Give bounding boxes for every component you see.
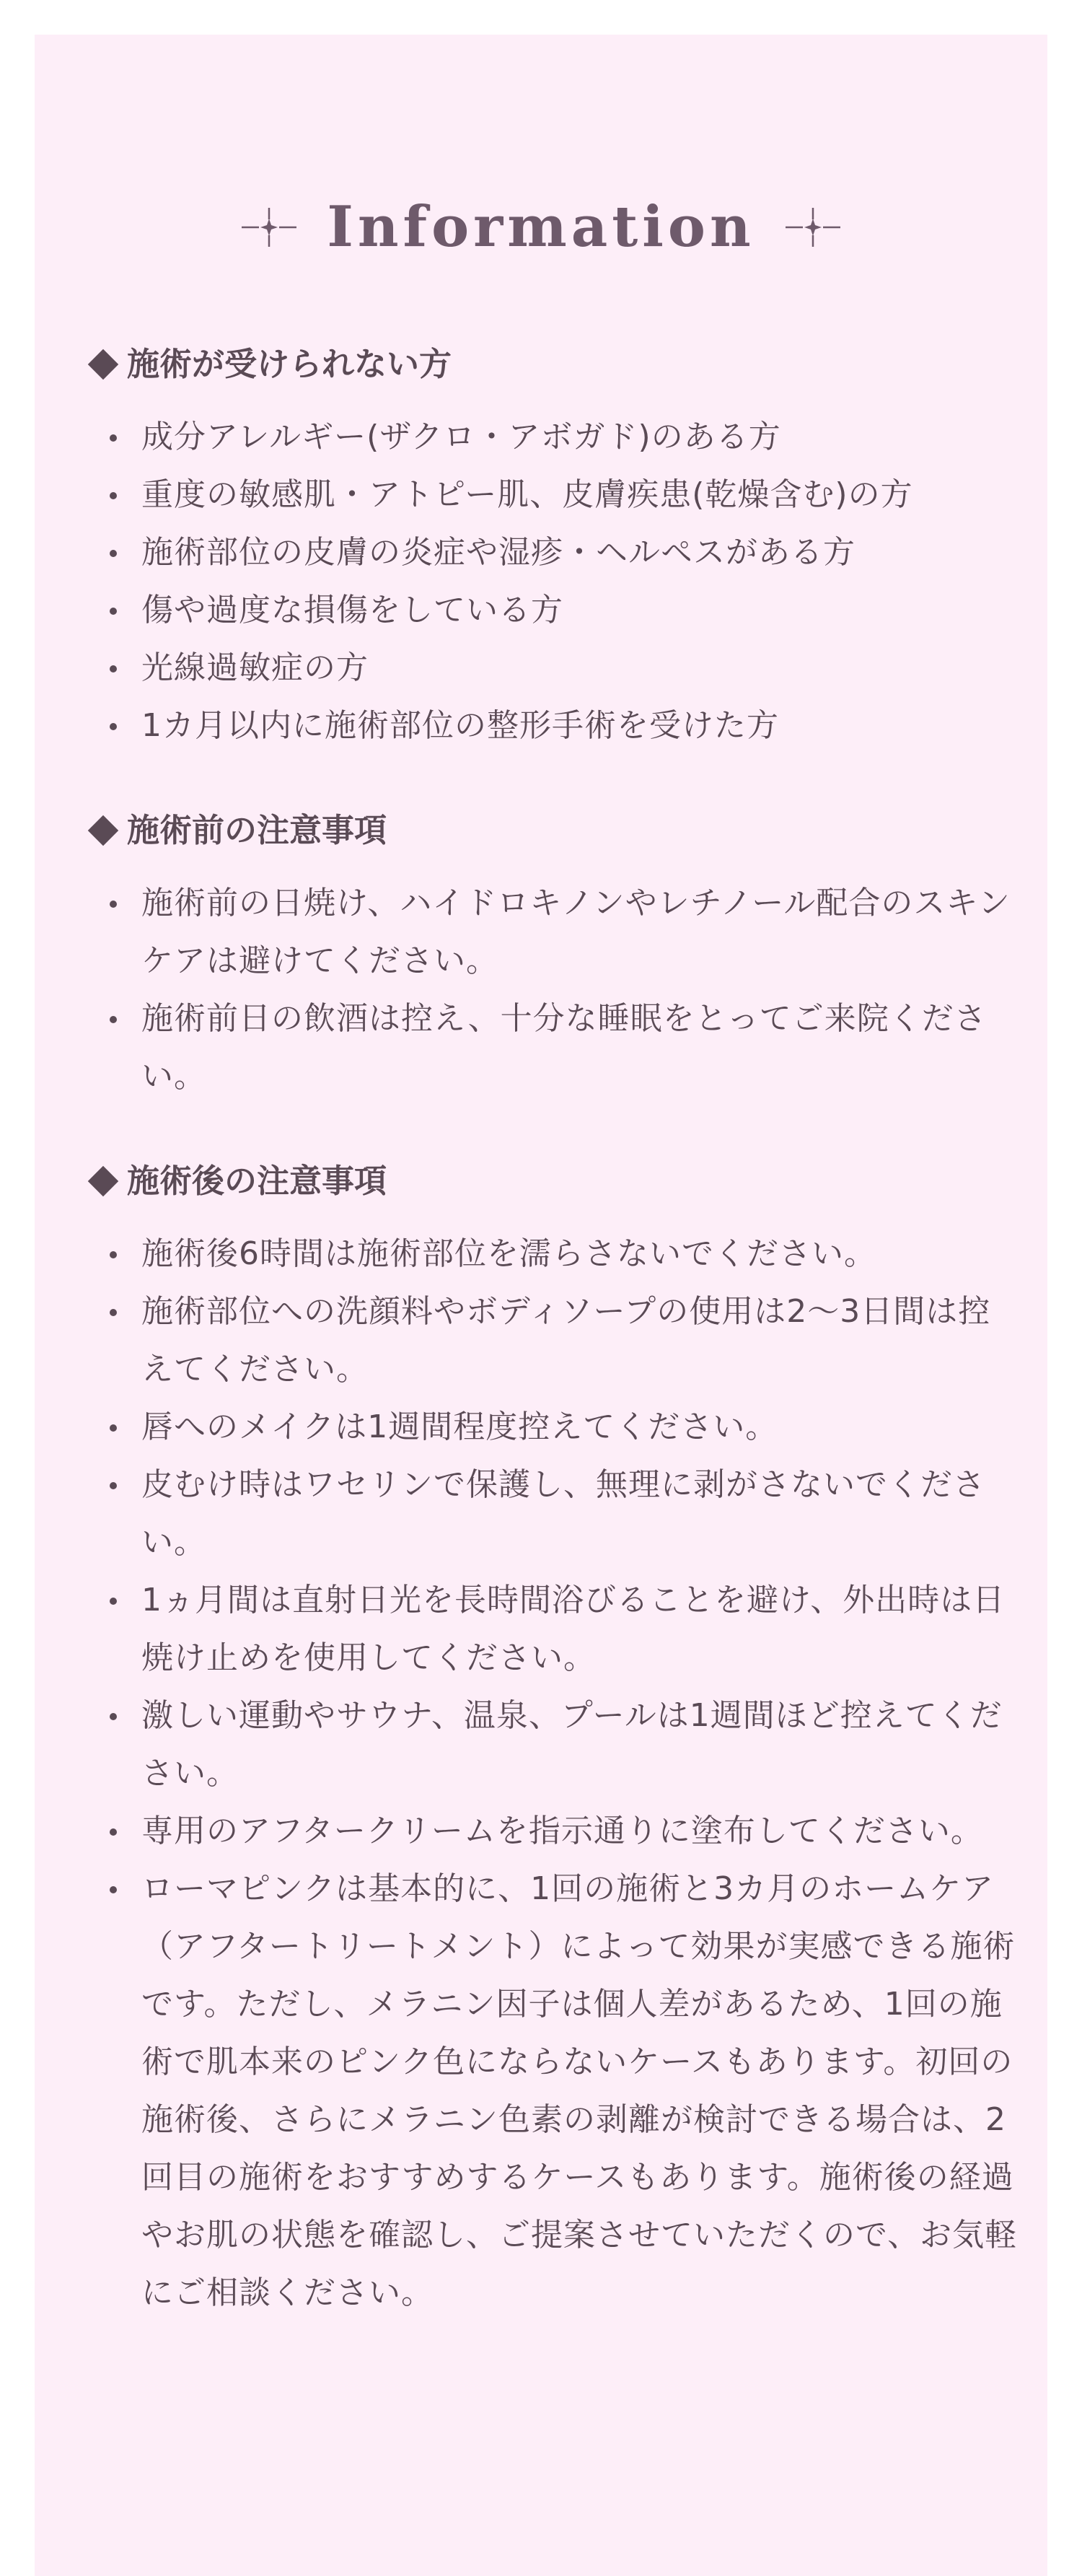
list-item: 唇へのメイクは1週間程度控えてください。 [87,1398,1021,1456]
section-heading-label: 施術後の注意事項 [127,1162,387,1200]
diamond-icon [88,1166,118,1196]
item-list [87,1225,1021,2322]
sparkle-icon [784,202,842,253]
title-row [35,194,1047,260]
item-list [87,875,1021,1105]
list-item: 1ヵ月間は直射日光を長時間浴びることを避け、外出時は日焼け止めを使用してください。 [87,1572,1021,1687]
list-item: 専用のアフタークリームを指示通りに塗布してください。 [87,1802,1021,1860]
list-item: 成分アレルギー(ザクロ・アボガド)のある方 [87,408,1021,466]
information-panel [35,35,1047,2576]
list-item: 光線過敏症の方 [87,639,1021,697]
list-item: ローマピンクは基本的に、1回の施術と3カ月のホームケア（アフタートリートメント）によって効果が実感できる施術です。ただし、メラニン因子は個人差があるため、1回の施術で肌本来のピンク色にならないケースもあります。初回の施術後、さらにメラニン色素の剥離が検討できる場合は、2回目の施術をおすすめするケースもあります。施術後の経過やお肌の状態を確認し、ご提案させていただくので、お気軽にご相談ください。 [87,1860,1021,2322]
section-heading-label: 施術前の注意事項 [127,811,387,849]
page-title: Information [327,194,755,260]
list-item: 重度の敏感肌・アトピー肌、皮膚疾患(乾燥含む)の方 [87,466,1021,524]
list-item: 施術部位の皮膚の炎症や湿疹・ヘルペスがある方 [87,524,1021,582]
sparkle-icon [240,202,298,253]
list-item: 施術前日の飲酒は控え、十分な睡眠をとってご来院ください。 [87,990,1021,1105]
list-item: 皮むけ時はワセリンで保護し、無理に剥がさないでください。 [87,1456,1021,1572]
item-list [87,408,1021,755]
list-item: 傷や過度な損傷をしている方 [87,582,1021,639]
diamond-icon [88,349,118,380]
diamond-icon [88,815,118,846]
content [87,345,1021,2378]
section-heading [87,811,1021,850]
list-item: 1カ月以内に施術部位の整形手術を受けた方 [87,697,1021,755]
section-heading [87,345,1021,384]
section-post-treatment [87,1162,1021,2322]
list-item: 施術後6時間は施術部位を濡らさないでください。 [87,1225,1021,1283]
list-item: 激しい運動やサウナ、温泉、プールは1週間ほど控えてください。 [87,1687,1021,1802]
list-item: 施術部位への洗顔料やボディソープの使用は2〜3日間は控えてください。 [87,1283,1021,1398]
section-heading [87,1162,1021,1201]
section-pre-treatment [87,811,1021,1105]
list-item: 施術前の日焼け、ハイドロキノンやレチノール配合のスキンケアは避けてください。 [87,875,1021,990]
section-contraindications [87,345,1021,755]
section-heading-label: 施術が受けられない方 [127,345,452,383]
